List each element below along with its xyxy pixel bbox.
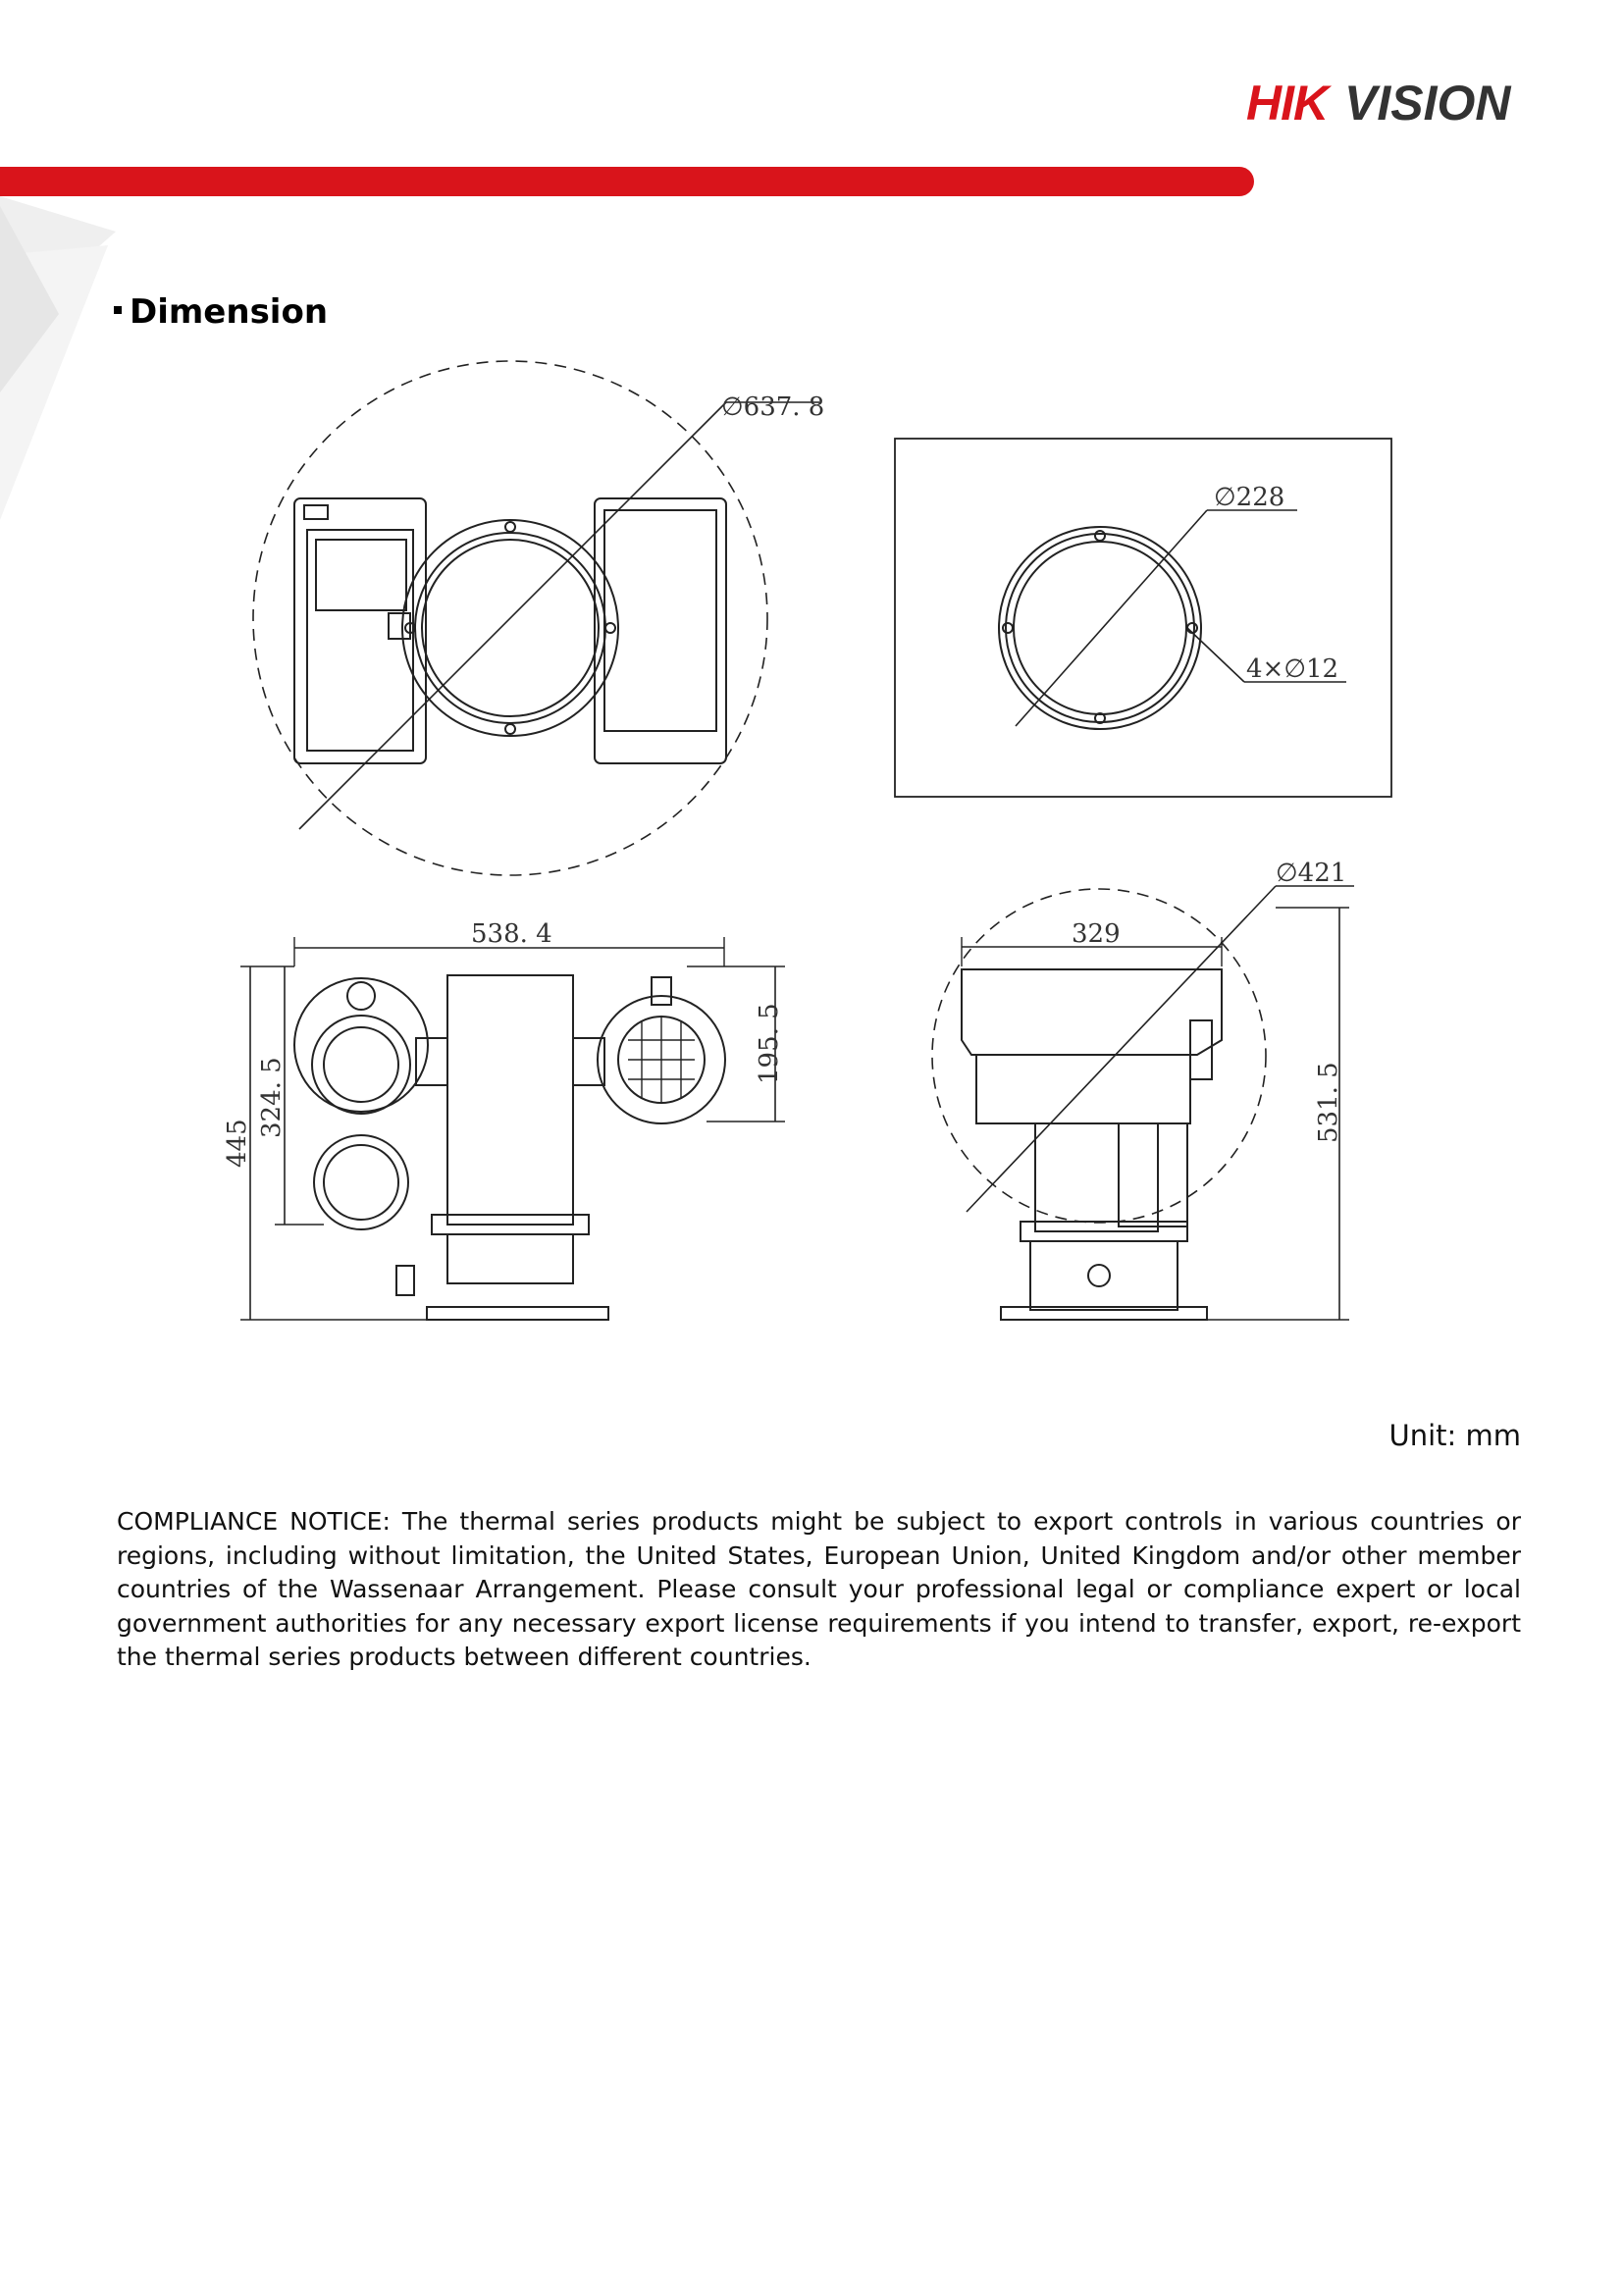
svg-text:VISION: VISION	[1344, 76, 1511, 130]
svg-text:HIK: HIK	[1246, 76, 1329, 130]
dim-side-width: 329	[1072, 919, 1121, 949]
compliance-notice: COMPLIANCE NOTICE: The thermal series products might be subject to export controls in various countries or regions, including without limitation, the United States, European Union, United Kingdom and/or other member countries of the Wassenaar Arrangement. Please consult your professional legal or compliance expert or local government authorities for any necessary export license requirements if you intend to transfer, export, re-export the thermal series products between different countries.	[117, 1507, 1521, 1671]
section-title: Dimension	[114, 292, 328, 332]
dim-side-diameter: ∅421	[1276, 859, 1347, 888]
unit-label: Unit: mm	[1388, 1419, 1521, 1452]
dim-height-total: 445	[223, 1119, 252, 1168]
bullet-square-icon	[114, 306, 122, 314]
dim-height-mid: 324. 5	[257, 1057, 287, 1138]
front-view	[253, 361, 824, 875]
dim-front-diameter: ∅637. 8	[721, 392, 825, 422]
dim-holes: 4×∅12	[1246, 654, 1339, 684]
front-elevation	[223, 919, 785, 1320]
flange-view	[895, 439, 1391, 797]
dim-flange-diameter: ∅228	[1214, 483, 1285, 512]
header-red-bar	[0, 167, 1254, 196]
hikvision-logo	[1246, 73, 1560, 130]
side-elevation	[932, 859, 1354, 1320]
dim-width: 538. 4	[471, 919, 552, 949]
dimension-drawing	[0, 353, 1623, 1334]
dim-height-upper: 195. 5	[755, 1003, 784, 1084]
dim-side-height: 531. 5	[1314, 1062, 1343, 1143]
